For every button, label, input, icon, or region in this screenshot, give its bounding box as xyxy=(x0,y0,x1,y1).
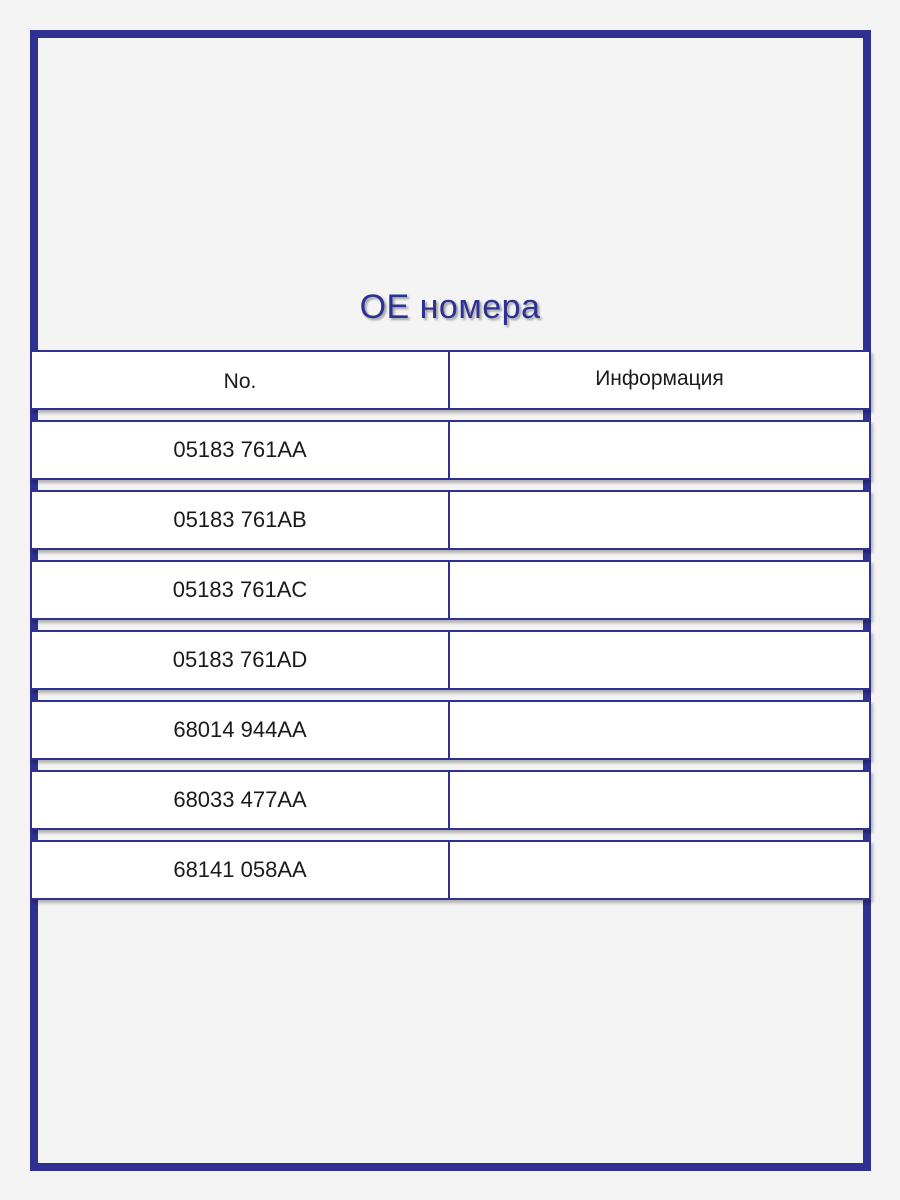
oe-number-cell: 05183 761AA xyxy=(32,422,450,478)
table-row xyxy=(30,700,871,760)
info-cell xyxy=(450,702,869,758)
table-row xyxy=(30,420,871,480)
oe-number-cell: 05183 761AC xyxy=(32,562,450,618)
info-cell xyxy=(450,632,869,688)
oe-number-cell: 05183 761AB xyxy=(32,492,450,548)
table-row xyxy=(30,840,871,900)
info-cell xyxy=(450,842,869,898)
table-row xyxy=(30,770,871,830)
oe-number-cell: 68033 477AA xyxy=(32,772,450,828)
info-cell xyxy=(450,422,869,478)
oe-number-cell: 68014 944AA xyxy=(32,702,450,758)
column-header-no: No. xyxy=(32,352,450,408)
oe-number-cell: 68141 058AA xyxy=(32,842,450,898)
info-cell xyxy=(450,492,869,548)
page-title: OE номера xyxy=(359,288,541,326)
column-header-info: Информация xyxy=(595,367,724,390)
table-row xyxy=(30,490,871,550)
oe-number-cell: 05183 761AD xyxy=(32,632,450,688)
table-row xyxy=(30,630,871,690)
table-header-row xyxy=(30,350,871,410)
table-row xyxy=(30,560,871,620)
oe-numbers-table xyxy=(30,350,871,910)
info-cell xyxy=(450,562,869,618)
info-cell xyxy=(450,772,869,828)
